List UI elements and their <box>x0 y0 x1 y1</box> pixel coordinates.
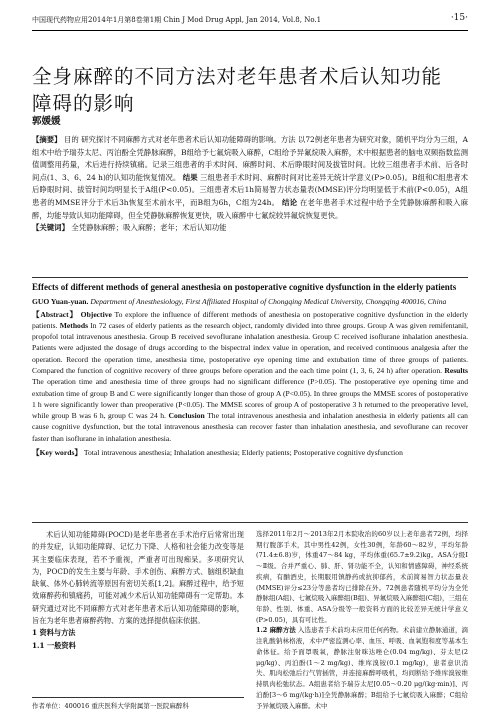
english-methods-label: Methods <box>59 320 89 330</box>
subsection-heading-general-data: 1.1 一般资料 <box>32 640 76 650</box>
english-keywords <box>32 447 468 458</box>
abstract-text-objective-methods: 目的 研究探讨不同麻醉方式对老年患者术后认知功能障碍的影响。方法 以72例老年患者为研究对象，随机平均分为三组，A组术中给予瑞芬太尼、丙泊酚全凭静脉麻醉，B组给予七氟烷吸入麻醉，C组给予异氟烷吸入麻醉，术中根据患者的脑电双频指数监测值调整用药量，术后进行持续镇痛。记录三组患者的手术时间、麻醉时间、术后睁眼时间及拔管时间。比较三组患者手术前、后各时间点(1、3、6、24 h)的认知功能恢复情况。 <box>32 135 468 182</box>
section-divider <box>32 522 468 523</box>
abstract-text-results: 三组患者手术时间、麻醉时间对比差异无统计学意义(P>0.05)。B组和C组患者术后睁眼时间、拔管时间均明显长于A组(P<0.05)。三组患者术后1h简易智力状态量表(MMSE)评分均明显低于术前(P<0.05)，A组患者的MMSE评分于术后3h恢复至术前水平，而B组为6h，C组为24h。 <box>32 172 468 207</box>
english-results-label: Results <box>444 365 468 375</box>
english-conclusion-label: Conclusion <box>168 411 205 421</box>
english-keywords-text: Total intravenous anesthesia; Inhalation anesthesia; Elderly patients; Postoperative cognitive dysfunction <box>83 448 403 458</box>
abstract-conclusion-label: 结论 <box>281 197 298 207</box>
abstract-results-label: 结果 <box>182 172 198 182</box>
abstract-text-conclusion: 在老年患者手术过程中给予全凭静脉麻醉和吸入麻醉，均能导致认知功能障碍，但全凭静脉麻醉恢复更快，吸入麻醉中七氟烷较异氟烷恢复更快。 <box>32 197 468 220</box>
section-heading-materials-methods: 1 资料与方法 <box>32 628 76 638</box>
page-number: ·15· <box>450 13 468 23</box>
journal-citation: 中国现代药物应用2014年1月第8卷第1期 Chin J Mod Drug Appl, Jan 2014, Vol.8, No.1 <box>32 16 322 24</box>
keywords-label: 【关键词】 <box>32 223 69 233</box>
subsection-heading-anesthesia-methods: 1.2 麻醉方法 <box>256 626 296 635</box>
running-header <box>32 10 468 31</box>
english-title: Effects of different methods of general anesthesia on postoperative cognitive dysfunction in the elderly patients <box>32 282 457 292</box>
english-results-text: The operation time and anesthesia time of three groups had no significant difference (P>0.05). The postoperative eye opening time and extubation time of group B and C were significantly longer than those of group A (P<0.05). In three groups the MMSE scores of postoperative 1 h were significantly lower than preoperative (P<0.05). The MMSE scores of group A of postoperative 3 h returned to the preoperative level, while group B was 6 h, group C was 24 h. <box>32 377 468 421</box>
body-column-right <box>256 529 468 711</box>
chinese-abstract <box>32 134 468 235</box>
english-objective-text: To explore the influence of different methods of anesthesia on postoperative cognitive dysfunction in the elderly patients. <box>32 309 468 330</box>
english-author-line <box>32 296 468 307</box>
section-divider <box>32 277 468 278</box>
english-objective-label: Objective <box>80 309 112 319</box>
body-column-left <box>32 529 244 652</box>
english-author-name: GUO Yuan-yuan. <box>32 296 89 306</box>
english-abstract-block <box>32 282 468 458</box>
english-conclusion-text: The total intravenous anesthesia and inhalation anesthesia in elderly patients all can cause cognitive dysfunction, but the total intravenous anesthesia can recover faster than inhalation anesthesia, and sevoflurane can recover faster than isoflurane in inhalation anesthesia. <box>32 411 468 443</box>
english-methods-text: In 72 cases of elderly patients as the research object, randomly divided into three groups. Group A was given remifentanil, propofol total intravenous anesthesia. Group B received sevoflurane inhalation anesthesia. Group C received isoflurane inhalation anesthesia. Patients were adjusted the dosage of drugs according to the bispectral index value in operation, and received continuous analgesia after the operation. Record the operation time, anesthesia time, postoperative eye opening time and extubation time of three groups of patients. Compared the function of cognitive recovery of three groups before operation and the each time point (1, 3, 6, 24 h) after operation. <box>32 320 468 375</box>
english-abstract <box>32 309 468 445</box>
english-abstract-label: 【Abstract】 <box>32 309 78 319</box>
author-name: 郭媛媛 <box>32 116 61 127</box>
author-affiliation-footnote: 作者单位：400016 重庆医科大学附属第一医院麻醉科 <box>32 697 244 710</box>
general-data-paragraph: 选择2011年2月～2013年2月本院收治的60岁以上老年患者72例，均择期行腹部手术，其中男性42例，女性30例，年龄60～82岁，平均年龄(71.4±6.8)岁，体重47～84 kg，平均体重(65.7±9.2)kg。ASA分级Ⅰ～Ⅱ级。合并严重心、肺、肝、肾功能不全，认知和情感障碍，神经系统疾病，有酗酒史，长期服用镇静药或抗抑郁药，术前简易智力状态量表(MMSE)评分≤23分等患者均已排除在外。72例患者随机平均分为全凭静脉组(A组)、七氟烷吸入麻醉组(B组)、异氟烷吸入麻醉组(C组)，三组在年龄、性别、体重、ASA分级等一般资料方面的比较差异无统计学意义(P>0.05)，具有可比性。 <box>256 530 468 624</box>
intro-paragraph: 术后认知功能障碍(POCD)是老年患者在手术治疗后常常出现的并发症，认知功能障碍、记忆力下降、人格和社会能力改变等是其主要临床表现，若不予重视，严重者可出现痴呆。多项研究认为，POCD的发生主要与年龄、手术创伤、麻醉方式、脑组织缺血缺氧、体外心肺转流等原因有密切关系[1,2]。麻醉过程中，给予短效麻醉药和镇痛药，可能对减少术后认知功能障碍有一定帮助。本研究通过对比不同麻醉方式对老年患者术后认知功能障碍的影响，旨在为老年患者麻醉药物、方案的选择提供临床依据。 <box>32 530 244 626</box>
english-affiliation: Department of Anesthesiology, First Affiliated Hospital of Chongqing Medical University, Chongqing 400016, China <box>90 296 447 306</box>
keywords-text: 全凭静脉麻醉；吸入麻醉；老年；术后认知功能 <box>71 223 227 233</box>
abstract-label: 【摘要】 <box>32 135 62 144</box>
article-title: 全身麻醉的不同方法对老年患者术后认知功能障碍的影响 <box>32 65 443 116</box>
english-keywords-label: 【Key words】 <box>32 448 82 458</box>
anesthesia-methods-paragraph: 入选患者手术前均未应用任何药物。术前建立静脉通道，滴注乳酸钠林格液，术中严密监测心率、血压、呼吸、血氧饱和度等基本生命体征。给予面罩吸氧，静脉注射咪达唑仑(0.04 mg/kg)、芬太尼(2 μg/kg)、丙泊酚(1～2 mg/kg)、维库溴铵(0.1 mg/kg)，患者意识消失、肌肉松弛后行气管插管，并连接麻醉呼吸机，均间断给予维库溴铵维持肌肉松弛状态。A组患者给予瑞芬太尼[0.05～0.20 μg/(kg·min)]、丙泊酚[3～6 mg/(kg·h)]全凭静脉麻醉；B组给予七氟烷吸入麻醉；C组给予异氟烷吸入麻醉。术中 <box>256 626 469 710</box>
